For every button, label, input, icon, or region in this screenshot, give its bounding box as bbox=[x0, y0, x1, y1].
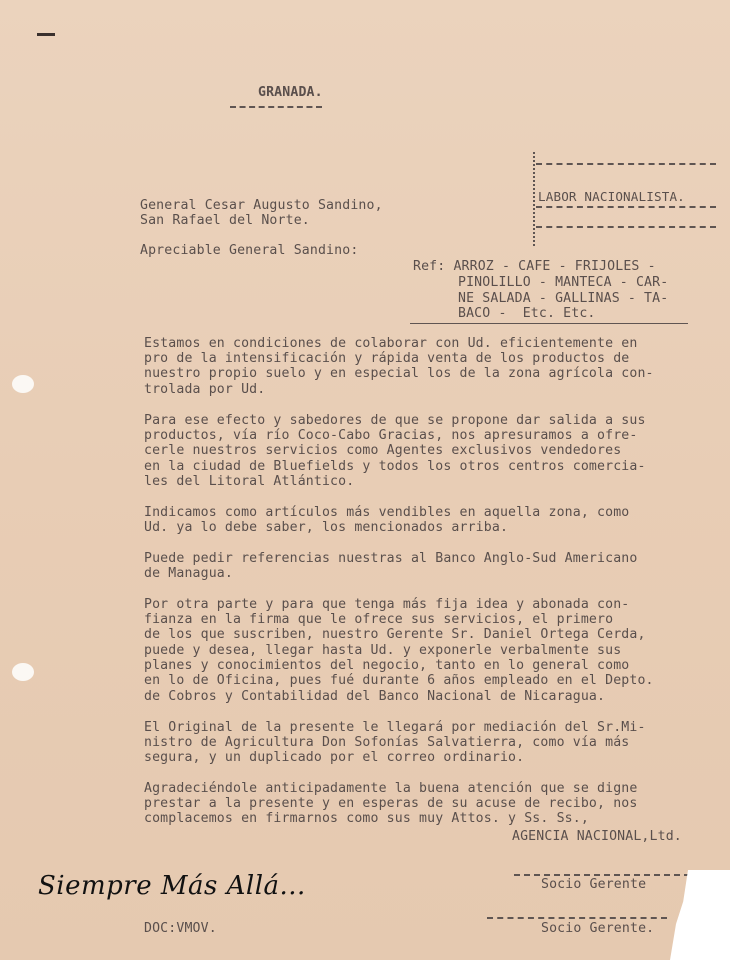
recipient-place: San Rafael del Norte. bbox=[140, 213, 310, 228]
body-line: en la ciudad de Bluefields y todos los otros centros comercia- bbox=[144, 459, 646, 474]
recipient-name: General Cesar Augusto Sandino, bbox=[140, 198, 383, 213]
ink-mark bbox=[37, 33, 55, 36]
body-line: puede y desea, llegar hasta Ud. y exponerle verbalmente sus bbox=[144, 643, 622, 658]
body-line: Indicamos como artículos más vendibles en aquella zona, como bbox=[144, 505, 630, 520]
body-line: nistro de Agricultura Don Sofonías Salvatierra, como vía más bbox=[144, 735, 630, 750]
document-code: DOC:VMOV. bbox=[144, 921, 217, 936]
body-line: planes y conocimientos del negocio, tanto en lo general como bbox=[144, 658, 630, 673]
body-line: Estamos en condiciones de colaborar con Ud. eficientemente en bbox=[144, 336, 638, 351]
reference-line: BACO - Etc. Etc. bbox=[458, 306, 596, 321]
reference-line: PINOLILLO - MANTECA - CAR- bbox=[458, 275, 669, 290]
body-line: en lo de Oficina, pues fué durante 6 años empleado en el Depto. bbox=[144, 673, 654, 688]
reference-underline bbox=[410, 323, 688, 324]
signature-line-2 bbox=[487, 917, 667, 919]
body-line: trolada por Ud. bbox=[144, 382, 266, 397]
city-underline bbox=[230, 106, 322, 108]
body-line: fianza en la firma que le ofrece sus servicios, el primero bbox=[144, 612, 614, 627]
body-line: Para ese efecto y sabedores de que se propone dar salida a sus bbox=[144, 413, 646, 428]
punch-hole-top bbox=[12, 375, 34, 393]
stamp-label: LABOR NACIONALISTA. bbox=[538, 189, 685, 204]
signature-title-2: Socio Gerente. bbox=[541, 921, 655, 936]
body-line: les del Litoral Atlántico. bbox=[144, 474, 355, 489]
body-line: productos, vía río Coco-Cabo Gracias, nos apresuramos a ofre- bbox=[144, 428, 638, 443]
company-signature: AGENCIA NACIONAL,Ltd. bbox=[512, 829, 682, 844]
watermark-caption: Siempre Más Allá... bbox=[38, 871, 306, 901]
torn-corner bbox=[670, 870, 730, 960]
body-line: pro de la intensificación y rápida venta de los productos de bbox=[144, 351, 630, 366]
body-line: de Managua. bbox=[144, 566, 233, 581]
body-line: Puede pedir referencias nuestras al Banco Anglo-Sud Americano bbox=[144, 551, 638, 566]
body-line: cerle nuestros servicios como Agentes exclusivos vendedores bbox=[144, 443, 622, 458]
body-line: prestar a la presente y en esperas de su acuse de recibo, nos bbox=[144, 796, 638, 811]
body-line: Ud. ya lo debe saber, los mencionados arriba. bbox=[144, 520, 509, 535]
salutation: Apreciable General Sandino: bbox=[140, 243, 359, 258]
body-line: Agradeciéndole anticipadamente la buena atención que se digne bbox=[144, 781, 638, 796]
stamp-label-rule bbox=[536, 206, 716, 208]
stamp-border-left bbox=[533, 152, 535, 246]
body-line: de los que suscriben, nuestro Gerente Sr. Daniel Ortega Cerda, bbox=[144, 627, 646, 642]
body-line: nuestro propio suelo y en especial los de la zona agrícola con- bbox=[144, 366, 654, 381]
body-line: Por otra parte y para que tenga más fija idea y abonada con- bbox=[144, 597, 630, 612]
punch-hole-bottom bbox=[12, 663, 34, 681]
body-line: de Cobros y Contabilidad del Banco Nacional de Nicaragua. bbox=[144, 689, 606, 704]
stamp-border-top bbox=[536, 163, 716, 165]
signature-line-1 bbox=[514, 874, 690, 876]
body-line: complacemos en firmarnos como sus muy Attos. y Ss. Ss., bbox=[144, 811, 589, 826]
body-line: segura, y un duplicado por el correo ordinario. bbox=[144, 750, 525, 765]
reference-line: NE SALADA - GALLINAS - TA- bbox=[458, 291, 669, 306]
stamp-border-bottom bbox=[536, 226, 716, 228]
signature-title-1: Socio Gerente bbox=[541, 877, 647, 892]
city-heading: GRANADA. bbox=[258, 85, 323, 100]
reference-line: Ref: ARROZ - CAFE - FRIJOLES - bbox=[413, 259, 656, 274]
body-line: El Original de la presente le llegará por mediación del Sr.Mi- bbox=[144, 720, 646, 735]
